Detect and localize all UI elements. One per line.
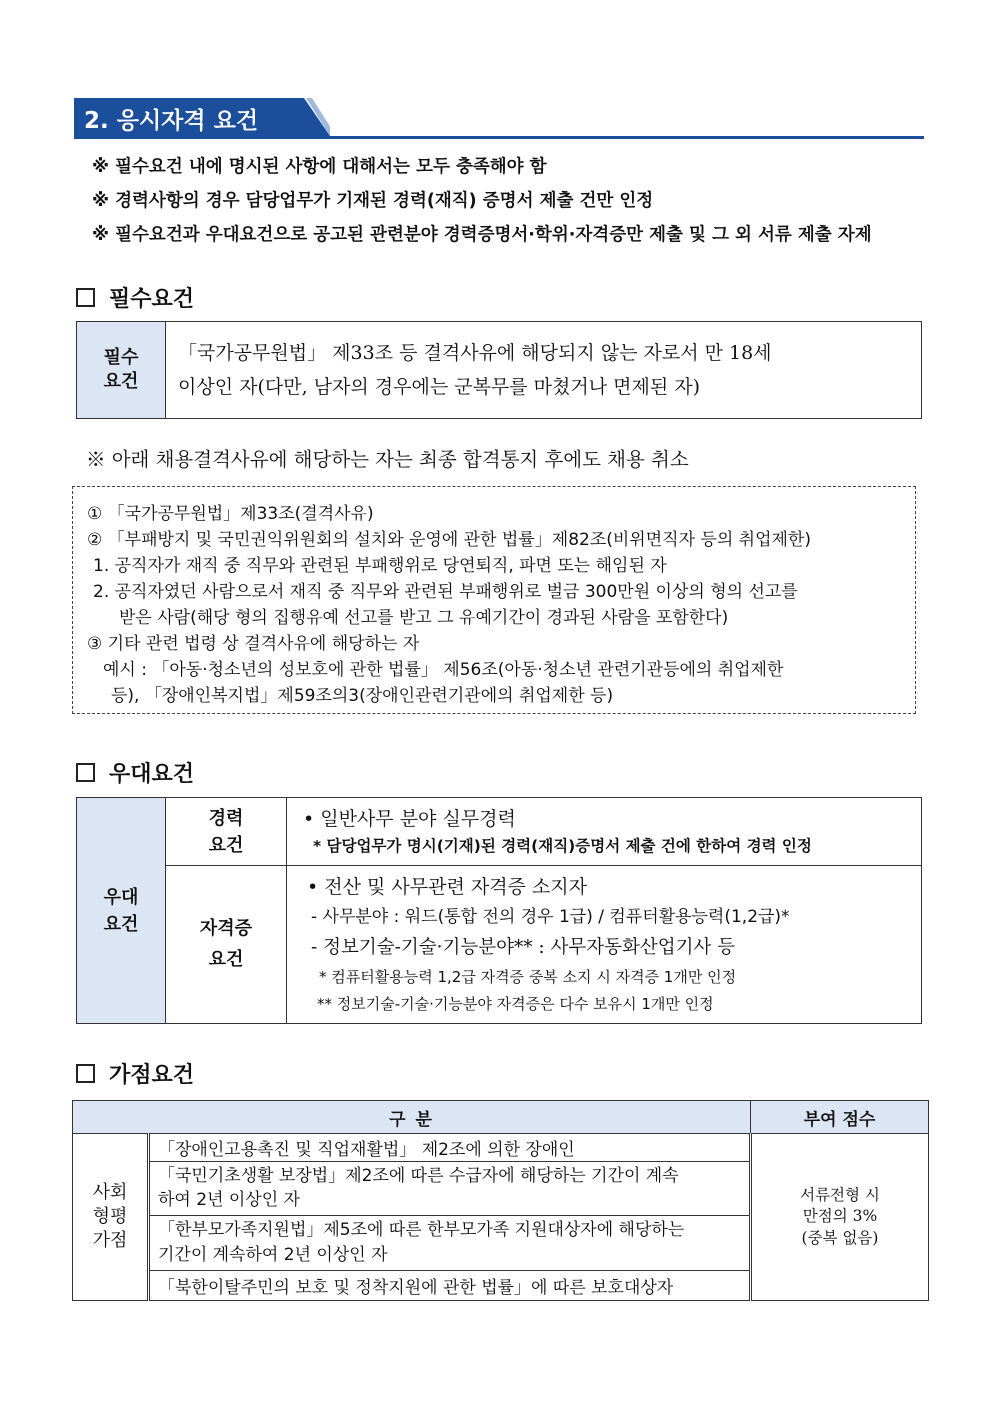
bonus-row-text: 「한부모가족지원법」제5조에 따른 한부모가족 지원대상자에 해당하는 (158, 1220, 685, 1241)
section-heading-text: 우대요건 (109, 762, 195, 787)
preferred-label: 우대 (103, 886, 139, 908)
disqualify-line: 1. 공직자가 재직 중 직무와 관련된 부패행위로 당연퇴직, 파면 또는 해임된 자 (93, 556, 667, 576)
bonus-col2-header: 부여 점수 (751, 1101, 929, 1134)
bonus-score: 만점의 3% (802, 1207, 878, 1226)
cert-text: • 전산 및 사무관련 자격증 소지자 (307, 875, 588, 898)
note-3: ※ 필수요건과 우대요건으로 공고된 관련분야 경력증명서·학위·자격증만 제출 및 그 외 서류 제출 자제 (92, 225, 872, 245)
bonus-score: (중복 없음) (801, 1229, 879, 1247)
cert-text: - 사무분야 : 워드(통합 전의 경우 1급) / 컴퓨터활용능력(1,2급)* (311, 906, 790, 927)
cert-note: ** 정보기술-기술·기능분야 자격증은 다수 보유시 1개만 인정 (317, 994, 714, 1013)
required-table (76, 321, 922, 419)
section-heading-preferred (76, 757, 194, 788)
bonus-row (149, 1161, 751, 1216)
bonus-row-text: 「국민기초생활 보장법」제2조에 따른 수급자에 해당하는 기간이 계속 (158, 1165, 679, 1186)
section-title: 2. 응시자격 요건 (84, 108, 259, 134)
note-1: ※ 필수요건 내에 명시된 사항에 대해서는 모두 충족해야 함 (92, 157, 547, 177)
note-2: ※ 경력사항의 경우 담당업무가 기재된 경력(재직) 증명서 제출 건만 인정 (92, 191, 654, 211)
disqualify-notice: ※ 아래 채용결격사유에 해당하는 자는 최종 합격통지 후에도 채용 취소 (86, 448, 689, 471)
bonus-table (72, 1100, 929, 1301)
checkbox-square-icon (76, 763, 95, 782)
career-content-cell (287, 798, 922, 866)
disqualify-line: ② 「부패방지 및 국민권익위원회의 설치와 운영에 관한 법률」제82조(비위면직자 등의 취업제한) (87, 530, 811, 550)
section-banner (74, 98, 330, 136)
career-label: 요건 (208, 834, 244, 856)
cert-label-cell (166, 866, 287, 1024)
disqualify-box (72, 486, 916, 714)
disqualify-line: ① 「국가공무원법」제33조(결격사유) (87, 504, 374, 524)
section-heading-text: 가점요건 (109, 1063, 195, 1088)
career-label: 경력 (208, 807, 244, 829)
bonus-row (149, 1216, 751, 1271)
bonus-row: 「장애인고용촉진 및 직업재활법」 제2조에 의한 장애인 (149, 1134, 751, 1161)
career-text: • 일반사무 분야 실무경력 (303, 807, 516, 830)
required-label: 요건 (103, 371, 139, 392)
checkbox-square-icon (76, 1064, 95, 1083)
bonus-category: 형평 (92, 1206, 128, 1228)
preferred-label: 요건 (103, 913, 139, 935)
required-label-cell (77, 322, 166, 419)
disqualify-line: 받은 사람(해당 형의 집행유예 선고를 받고 그 유예기간이 경과된 사람을 포함한다) (119, 608, 729, 628)
required-label: 필수 (103, 346, 139, 368)
cert-note: * 컴퓨터활용능력 1,2급 자격증 중복 소지 시 자격증 1개만 인정 (319, 967, 737, 986)
required-text: 이상인 자(다만, 남자의 경우에는 군복무를 마쳤거나 면제된 자) (178, 376, 700, 398)
bonus-category: 사회 (92, 1181, 128, 1203)
cert-content-cell (287, 866, 922, 1024)
disqualify-line: 2. 공직자였던 사람으로서 재직 중 직무와 관련된 부패행위로 벌금 300만원 이상의 형의 선고를 (93, 582, 798, 602)
preferred-label-cell (77, 798, 166, 1024)
cert-label: 자격증 (199, 917, 253, 939)
disqualify-line: 등), 「장애인복지법」제59조의3(장애인관련기관에의 취업제한 등) (111, 686, 614, 706)
banner-underline (74, 136, 924, 139)
disqualify-line: ③ 기타 관련 법령 상 결격사유에 해당하는 자 (87, 634, 420, 654)
preferred-table (76, 797, 922, 1024)
cert-label: 요건 (208, 948, 244, 970)
bonus-category: 가점 (92, 1230, 128, 1252)
section-heading-bonus (76, 1058, 194, 1089)
section-heading-text: 필수요건 (109, 287, 195, 312)
disqualify-line: 예시 : 「아동·청소년의 성보호에 관한 법률」 제56조(아동·청소년 관련기관등에의 취업제한 (103, 660, 784, 680)
checkbox-square-icon (76, 288, 95, 307)
required-content-cell (166, 322, 922, 419)
cert-text: - 정보기술-기술·기능분야** : 사무자동화산업기사 등 (311, 936, 736, 958)
bonus-category-cell (73, 1134, 149, 1301)
bonus-score-cell (751, 1134, 929, 1301)
bonus-score: 서류전형 시 (800, 1185, 880, 1204)
required-text: 「국가공무원법」 제33조 등 결격사유에 해당되지 않는 자로서 만 18세 (178, 342, 772, 364)
bonus-row: 「북한이탈주민의 보호 및 정착지원에 관한 법률」에 따른 보호대상자 (149, 1270, 751, 1300)
bonus-row-text: 하여 2년 이상인 자 (158, 1190, 300, 1211)
career-note: * 담당업무가 명시(기재)된 경력(재직)증명서 제출 건에 한하여 경력 인정 (313, 836, 812, 855)
bonus-col1-header: 구 분 (73, 1101, 751, 1134)
career-label-cell (166, 798, 287, 866)
section-heading-required (76, 282, 194, 313)
bonus-row-text: 기간이 계속하여 2년 이상인 자 (158, 1244, 388, 1265)
